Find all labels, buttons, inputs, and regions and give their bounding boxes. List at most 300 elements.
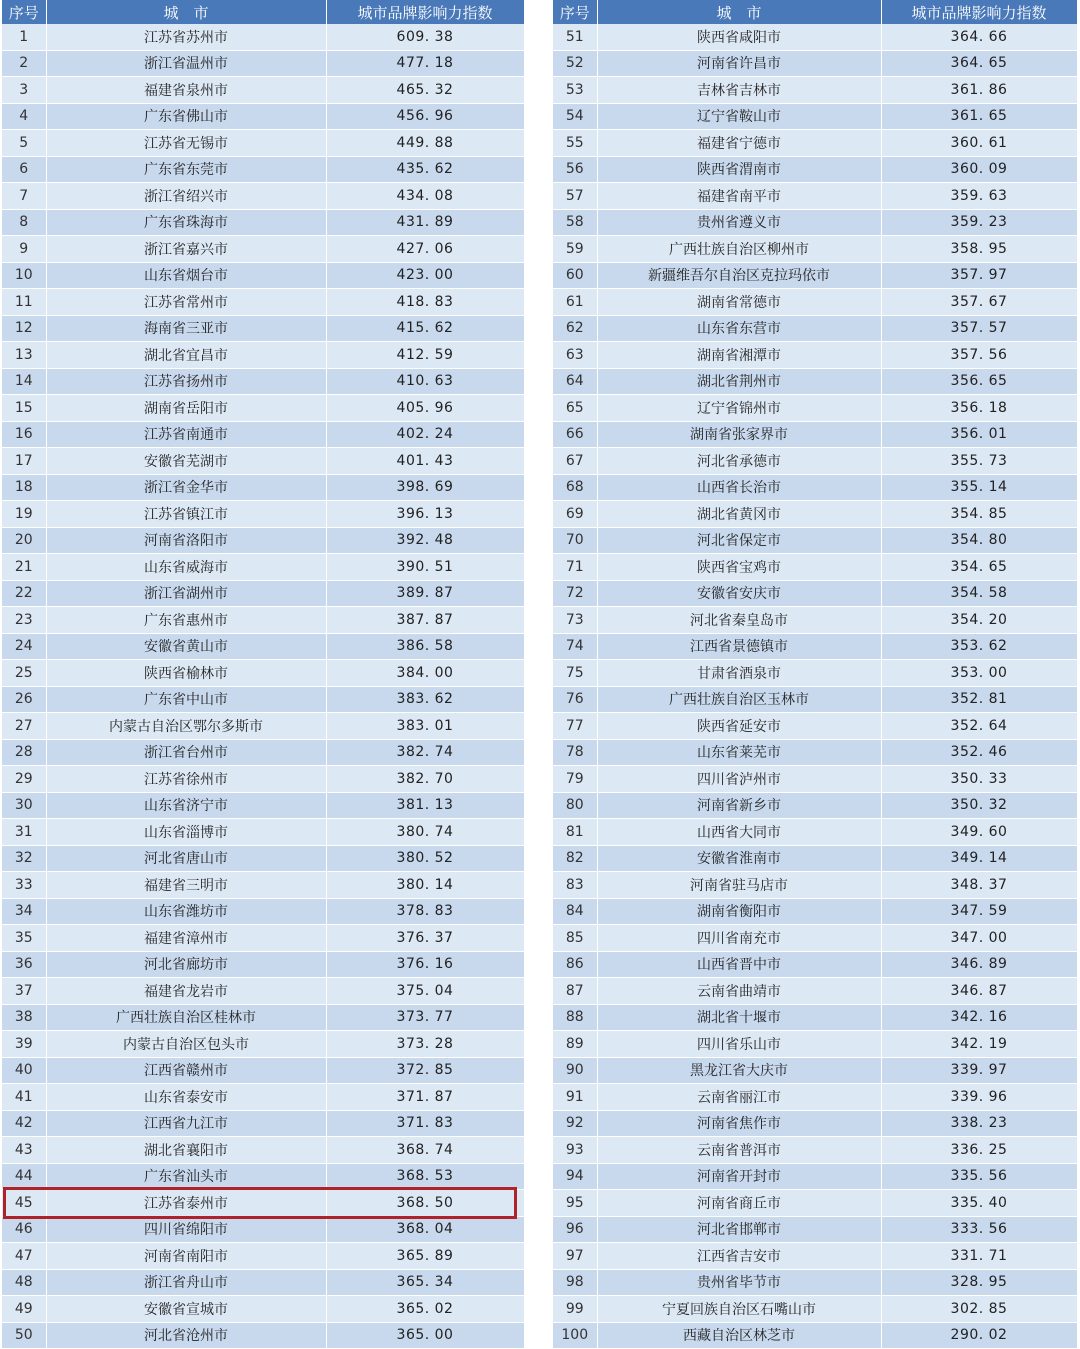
rank-cell: 26	[2, 686, 46, 713]
city-cell: 山东省莱芜市	[597, 739, 881, 766]
index-cell: 431. 89	[326, 209, 524, 236]
index-cell: 359. 63	[881, 183, 1077, 210]
rank-cell: 1	[2, 24, 46, 50]
city-cell: 湖南省衡阳市	[597, 898, 881, 925]
rank-cell: 94	[553, 1163, 597, 1190]
index-cell: 396. 13	[326, 501, 524, 528]
rank-cell: 49	[2, 1296, 46, 1323]
index-cell: 339. 96	[881, 1084, 1077, 1111]
table-row	[2, 395, 524, 422]
rank-cell: 9	[2, 236, 46, 263]
city-cell: 贵州省毕节市	[597, 1269, 881, 1296]
table-row	[2, 501, 524, 528]
table-row	[553, 1190, 1077, 1217]
table-row	[553, 1322, 1077, 1349]
city-cell: 四川省泸州市	[597, 766, 881, 793]
rank-cell: 17	[2, 448, 46, 475]
rank-cell: 2	[2, 50, 46, 77]
table-row	[553, 633, 1077, 660]
rank-cell: 11	[2, 289, 46, 316]
rank-cell: 86	[553, 951, 597, 978]
index-cell: 354. 80	[881, 527, 1077, 554]
index-cell: 352. 64	[881, 713, 1077, 740]
table-row	[2, 24, 524, 50]
table-row	[2, 1031, 524, 1058]
rank-cell: 55	[553, 130, 597, 157]
city-cell: 湖南省常德市	[597, 289, 881, 316]
rank-cell: 57	[553, 183, 597, 210]
index-cell: 376. 37	[326, 925, 524, 952]
table-row	[2, 1243, 524, 1270]
city-cell: 广东省惠州市	[46, 607, 326, 634]
city-cell: 内蒙古自治区鄂尔多斯市	[46, 713, 326, 740]
table-header-row	[2, 0, 524, 24]
rank-cell: 25	[2, 660, 46, 687]
index-cell: 405. 96	[326, 395, 524, 422]
index-cell: 383. 01	[326, 713, 524, 740]
index-cell: 372. 85	[326, 1057, 524, 1084]
city-cell: 湖南省岳阳市	[46, 395, 326, 422]
rank-cell: 8	[2, 209, 46, 236]
rank-cell: 71	[553, 554, 597, 581]
index-cell: 373. 77	[326, 1004, 524, 1031]
city-cell: 内蒙古自治区包头市	[46, 1031, 326, 1058]
rank-cell: 37	[2, 978, 46, 1005]
index-cell: 335. 56	[881, 1163, 1077, 1190]
index-cell: 356. 01	[881, 421, 1077, 448]
table-row	[2, 262, 524, 289]
index-cell: 434. 08	[326, 183, 524, 210]
rank-cell: 76	[553, 686, 597, 713]
city-cell: 广东省珠海市	[46, 209, 326, 236]
table-row	[2, 580, 524, 607]
table-row	[2, 925, 524, 952]
index-cell: 412. 59	[326, 342, 524, 369]
city-cell: 江西省赣州市	[46, 1057, 326, 1084]
table-row	[2, 315, 524, 342]
table-row	[2, 1216, 524, 1243]
table-row	[553, 527, 1077, 554]
index-cell: 302. 85	[881, 1296, 1077, 1323]
index-cell: 354. 85	[881, 501, 1077, 528]
rank-cell: 83	[553, 872, 597, 899]
rank-cell: 47	[2, 1243, 46, 1270]
index-cell: 376. 16	[326, 951, 524, 978]
index-cell: 335. 40	[881, 1190, 1077, 1217]
city-cell: 山东省威海市	[46, 554, 326, 581]
city-cell: 安徽省黄山市	[46, 633, 326, 660]
city-cell: 江苏省徐州市	[46, 766, 326, 793]
index-cell: 347. 59	[881, 898, 1077, 925]
city-cell: 陕西省渭南市	[597, 156, 881, 183]
rank-cell: 87	[553, 978, 597, 1005]
city-cell: 安徽省安庆市	[597, 580, 881, 607]
index-cell: 365. 02	[326, 1296, 524, 1323]
city-cell: 河北省邯郸市	[597, 1216, 881, 1243]
table-row	[553, 660, 1077, 687]
rank-cell: 19	[2, 501, 46, 528]
table-row	[2, 951, 524, 978]
index-cell: 384. 00	[326, 660, 524, 687]
index-cell: 364. 65	[881, 50, 1077, 77]
index-cell: 361. 86	[881, 77, 1077, 104]
rank-cell: 51	[553, 24, 597, 50]
index-cell: 353. 00	[881, 660, 1077, 687]
table-row	[2, 183, 524, 210]
index-cell: 365. 89	[326, 1243, 524, 1270]
table-row	[2, 978, 524, 1005]
rank-cell: 95	[553, 1190, 597, 1217]
rank-cell: 23	[2, 607, 46, 634]
rank-cell: 56	[553, 156, 597, 183]
table-row	[2, 156, 524, 183]
rank-cell: 72	[553, 580, 597, 607]
table-row	[2, 1322, 524, 1349]
table-row	[553, 395, 1077, 422]
rank-cell: 7	[2, 183, 46, 210]
index-cell: 410. 63	[326, 368, 524, 395]
table-row	[553, 739, 1077, 766]
table-row	[553, 289, 1077, 316]
city-cell: 湖北省宜昌市	[46, 342, 326, 369]
table-row	[2, 1004, 524, 1031]
city-cell: 河北省廊坊市	[46, 951, 326, 978]
rank-cell: 79	[553, 766, 597, 793]
city-cell: 河南省商丘市	[597, 1190, 881, 1217]
rank-cell: 31	[2, 819, 46, 846]
city-cell: 福建省龙岩市	[46, 978, 326, 1005]
city-cell: 四川省南充市	[597, 925, 881, 952]
table-row	[2, 527, 524, 554]
rank-cell: 36	[2, 951, 46, 978]
rank-cell: 20	[2, 527, 46, 554]
rank-cell: 45	[2, 1190, 46, 1217]
rank-cell: 44	[2, 1163, 46, 1190]
city-cell: 安徽省淮南市	[597, 845, 881, 872]
index-cell: 368. 53	[326, 1163, 524, 1190]
index-cell: 290. 02	[881, 1322, 1077, 1349]
index-cell: 356. 18	[881, 395, 1077, 422]
table-row	[553, 1269, 1077, 1296]
city-cell: 云南省普洱市	[597, 1137, 881, 1164]
index-cell: 365. 34	[326, 1269, 524, 1296]
rank-cell: 40	[2, 1057, 46, 1084]
table-row	[553, 315, 1077, 342]
rank-cell: 50	[2, 1322, 46, 1349]
table-row	[2, 819, 524, 846]
index-cell: 333. 56	[881, 1216, 1077, 1243]
table-row	[553, 24, 1077, 50]
table-row	[553, 872, 1077, 899]
rank-cell: 42	[2, 1110, 46, 1137]
rank-cell: 90	[553, 1057, 597, 1084]
rank-cell: 35	[2, 925, 46, 952]
index-cell: 380. 74	[326, 819, 524, 846]
table-row	[553, 50, 1077, 77]
index-cell: 342. 16	[881, 1004, 1077, 1031]
index-cell: 371. 83	[326, 1110, 524, 1137]
index-cell: 402. 24	[326, 421, 524, 448]
rank-cell: 75	[553, 660, 597, 687]
index-cell: 357. 57	[881, 315, 1077, 342]
table-row	[2, 1137, 524, 1164]
rank-cell: 58	[553, 209, 597, 236]
city-cell: 湖北省襄阳市	[46, 1137, 326, 1164]
table-row	[553, 792, 1077, 819]
index-cell: 456. 96	[326, 103, 524, 130]
table-row	[553, 1163, 1077, 1190]
rank-cell: 41	[2, 1084, 46, 1111]
city-cell: 江苏省扬州市	[46, 368, 326, 395]
table-row	[2, 554, 524, 581]
index-cell: 401. 43	[326, 448, 524, 475]
rank-cell: 27	[2, 713, 46, 740]
rank-cell: 29	[2, 766, 46, 793]
city-cell: 辽宁省鞍山市	[597, 103, 881, 130]
index-cell: 373. 28	[326, 1031, 524, 1058]
rank-cell: 66	[553, 421, 597, 448]
index-cell: 352. 46	[881, 739, 1077, 766]
table-row	[553, 580, 1077, 607]
rank-cell: 100	[553, 1322, 597, 1349]
city-cell: 湖南省张家界市	[597, 421, 881, 448]
rank-cell: 85	[553, 925, 597, 952]
rank-cell: 92	[553, 1110, 597, 1137]
table-row	[2, 713, 524, 740]
index-cell: 355. 73	[881, 448, 1077, 475]
rank-cell: 98	[553, 1269, 597, 1296]
index-cell: 350. 33	[881, 766, 1077, 793]
city-cell: 江苏省泰州市	[46, 1190, 326, 1217]
rank-cell: 32	[2, 845, 46, 872]
rank-cell: 99	[553, 1296, 597, 1323]
index-cell: 357. 97	[881, 262, 1077, 289]
index-cell: 415. 62	[326, 315, 524, 342]
city-cell: 河南省许昌市	[597, 50, 881, 77]
header-index: 城市品牌影响力指数	[326, 0, 524, 24]
rank-cell: 4	[2, 103, 46, 130]
index-cell: 346. 89	[881, 951, 1077, 978]
table-row	[553, 1031, 1077, 1058]
rank-cell: 59	[553, 236, 597, 263]
city-cell: 河南省焦作市	[597, 1110, 881, 1137]
city-cell: 浙江省湖州市	[46, 580, 326, 607]
index-cell: 361. 65	[881, 103, 1077, 130]
city-cell: 四川省绵阳市	[46, 1216, 326, 1243]
rank-cell: 81	[553, 819, 597, 846]
index-cell: 423. 00	[326, 262, 524, 289]
city-cell: 四川省乐山市	[597, 1031, 881, 1058]
city-cell: 云南省曲靖市	[597, 978, 881, 1005]
table-row	[2, 289, 524, 316]
index-cell: 348. 37	[881, 872, 1077, 899]
index-cell: 360. 61	[881, 130, 1077, 157]
rank-cell: 22	[2, 580, 46, 607]
index-cell: 354. 65	[881, 554, 1077, 581]
table-row	[553, 1243, 1077, 1270]
table-row	[553, 1084, 1077, 1111]
table-row	[553, 130, 1077, 157]
city-cell: 河南省驻马店市	[597, 872, 881, 899]
city-cell: 陕西省榆林市	[46, 660, 326, 687]
city-cell: 福建省三明市	[46, 872, 326, 899]
city-cell: 河北省唐山市	[46, 845, 326, 872]
rank-cell: 77	[553, 713, 597, 740]
table-row	[553, 448, 1077, 475]
rank-cell: 52	[553, 50, 597, 77]
city-cell: 浙江省嘉兴市	[46, 236, 326, 263]
index-cell: 418. 83	[326, 289, 524, 316]
city-cell: 湖南省湘潭市	[597, 342, 881, 369]
city-cell: 山西省晋中市	[597, 951, 881, 978]
table-row	[2, 898, 524, 925]
city-cell: 河南省南阳市	[46, 1243, 326, 1270]
table-row	[553, 1004, 1077, 1031]
index-cell: 382. 74	[326, 739, 524, 766]
index-cell: 389. 87	[326, 580, 524, 607]
index-cell: 368. 74	[326, 1137, 524, 1164]
index-cell: 338. 23	[881, 1110, 1077, 1137]
index-cell: 356. 65	[881, 368, 1077, 395]
rank-cell: 39	[2, 1031, 46, 1058]
rank-cell: 68	[553, 474, 597, 501]
index-cell: 328. 95	[881, 1269, 1077, 1296]
index-cell: 449. 88	[326, 130, 524, 157]
city-cell: 西藏自治区林芝市	[597, 1322, 881, 1349]
table-row	[2, 368, 524, 395]
rank-cell: 46	[2, 1216, 46, 1243]
table-row	[553, 103, 1077, 130]
rank-cell: 62	[553, 315, 597, 342]
rank-cell: 3	[2, 77, 46, 104]
city-cell: 陕西省咸阳市	[597, 24, 881, 50]
table-row	[2, 633, 524, 660]
rank-cell: 82	[553, 845, 597, 872]
index-cell: 368. 04	[326, 1216, 524, 1243]
table-row	[2, 872, 524, 899]
city-cell: 浙江省绍兴市	[46, 183, 326, 210]
city-cell: 浙江省金华市	[46, 474, 326, 501]
index-cell: 350. 32	[881, 792, 1077, 819]
table-row	[2, 1110, 524, 1137]
index-cell: 364. 66	[881, 24, 1077, 50]
table-row	[553, 183, 1077, 210]
table-row	[2, 448, 524, 475]
table-row	[553, 1296, 1077, 1323]
city-cell: 宁夏回族自治区石嘴山市	[597, 1296, 881, 1323]
rank-cell: 64	[553, 368, 597, 395]
rank-cell: 88	[553, 1004, 597, 1031]
table-row	[553, 686, 1077, 713]
rank-cell: 93	[553, 1137, 597, 1164]
rank-cell: 69	[553, 501, 597, 528]
city-cell: 山东省淄博市	[46, 819, 326, 846]
table-row	[553, 1137, 1077, 1164]
city-cell: 河北省沧州市	[46, 1322, 326, 1349]
city-cell: 河南省开封市	[597, 1163, 881, 1190]
rank-cell: 34	[2, 898, 46, 925]
rank-cell: 96	[553, 1216, 597, 1243]
header-rank: 序号	[553, 0, 597, 24]
table-row	[2, 474, 524, 501]
table-row	[553, 1216, 1077, 1243]
city-cell: 江西省景德镇市	[597, 633, 881, 660]
city-cell: 江西省九江市	[46, 1110, 326, 1137]
index-cell: 380. 14	[326, 872, 524, 899]
table-row	[553, 421, 1077, 448]
index-cell: 371. 87	[326, 1084, 524, 1111]
table-row	[553, 819, 1077, 846]
city-cell: 云南省丽江市	[597, 1084, 881, 1111]
city-cell: 广西壮族自治区玉林市	[597, 686, 881, 713]
header-city: 城 市	[597, 0, 881, 24]
table-row	[2, 660, 524, 687]
table-row	[2, 50, 524, 77]
index-cell: 398. 69	[326, 474, 524, 501]
index-cell: 360. 09	[881, 156, 1077, 183]
city-cell: 福建省泉州市	[46, 77, 326, 104]
index-cell: 353. 62	[881, 633, 1077, 660]
city-cell: 浙江省温州市	[46, 50, 326, 77]
rank-cell: 10	[2, 262, 46, 289]
city-cell: 山东省烟台市	[46, 262, 326, 289]
city-cell: 湖北省荆州市	[597, 368, 881, 395]
table-header-row	[553, 0, 1077, 24]
city-cell: 广东省中山市	[46, 686, 326, 713]
table-row	[553, 474, 1077, 501]
rank-cell: 48	[2, 1269, 46, 1296]
index-cell: 357. 56	[881, 342, 1077, 369]
table-row	[553, 766, 1077, 793]
rank-cell: 43	[2, 1137, 46, 1164]
city-cell: 山东省东营市	[597, 315, 881, 342]
index-cell: 609. 38	[326, 24, 524, 50]
index-cell: 382. 70	[326, 766, 524, 793]
index-cell: 357. 67	[881, 289, 1077, 316]
city-cell: 江苏省南通市	[46, 421, 326, 448]
index-cell: 352. 81	[881, 686, 1077, 713]
city-cell: 江苏省苏州市	[46, 24, 326, 50]
rank-cell: 24	[2, 633, 46, 660]
city-cell: 山西省大同市	[597, 819, 881, 846]
rank-cell: 21	[2, 554, 46, 581]
city-cell: 广西壮族自治区桂林市	[46, 1004, 326, 1031]
table-row	[553, 978, 1077, 1005]
table-row	[553, 925, 1077, 952]
table-row	[2, 792, 524, 819]
city-cell: 浙江省台州市	[46, 739, 326, 766]
index-cell: 392. 48	[326, 527, 524, 554]
rank-cell: 33	[2, 872, 46, 899]
city-cell: 河北省保定市	[597, 527, 881, 554]
rank-cell: 6	[2, 156, 46, 183]
rank-cell: 84	[553, 898, 597, 925]
index-cell: 331. 71	[881, 1243, 1077, 1270]
table-row	[2, 1084, 524, 1111]
table-row	[553, 607, 1077, 634]
index-cell: 465. 32	[326, 77, 524, 104]
rank-cell: 13	[2, 342, 46, 369]
table-row	[553, 236, 1077, 263]
table-row	[553, 156, 1077, 183]
index-cell: 336. 25	[881, 1137, 1077, 1164]
index-cell: 435. 62	[326, 156, 524, 183]
table-row	[2, 209, 524, 236]
table-row	[553, 368, 1077, 395]
header-city: 城 市	[46, 0, 326, 24]
rank-cell: 65	[553, 395, 597, 422]
city-cell: 河北省承德市	[597, 448, 881, 475]
